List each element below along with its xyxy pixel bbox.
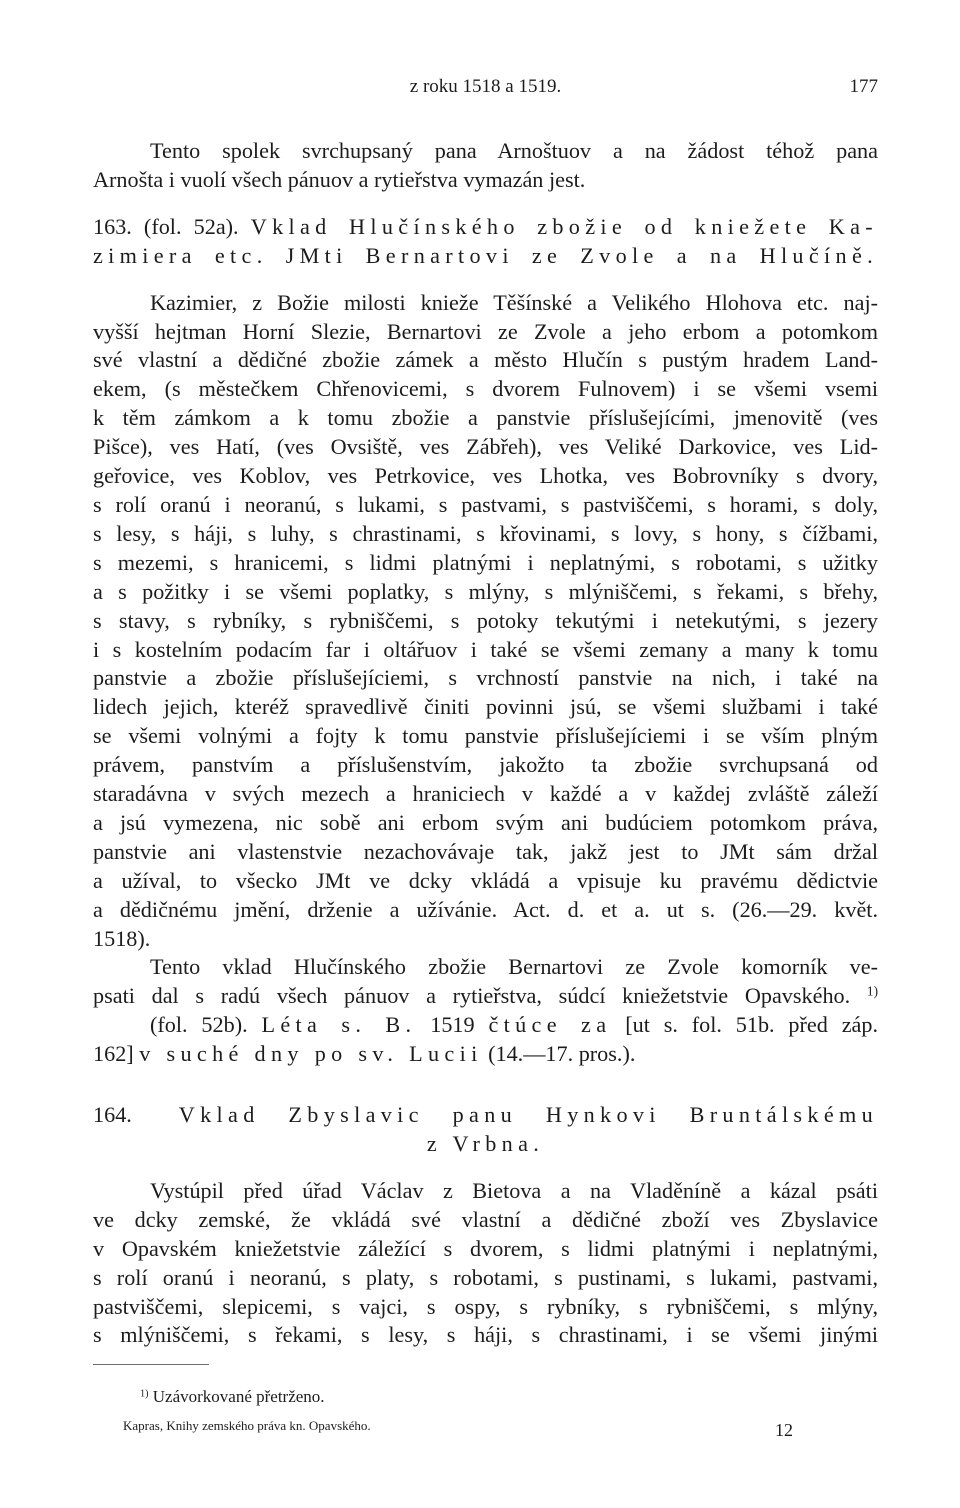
text-line: s mezemi, s hranicemi, s lidmi platnými i neplatnými, s robotami, s užitky: [93, 549, 878, 575]
text-line: geřovice, ves Koblov, ves Petrkovice, ves Lhotka, ves Bobrovníky s dvory,: [93, 463, 878, 489]
year: 1519: [430, 1012, 475, 1038]
footnote-rule: [93, 1364, 209, 1365]
folio-ref: (fol. 52b).: [150, 1012, 248, 1038]
page-footer: [123, 1418, 793, 1440]
folio-note: 162]: [93, 1041, 134, 1067]
entry-163-title: Vklad Hlučínského zbožie od kniežete Ka-: [250, 213, 878, 239]
spaced-text: Léta s. B.: [261, 1012, 417, 1038]
text-line: s rolí oranú i neoranú, s platy, s robotami, s pustinami, s lukami, pastvami,: [93, 1264, 878, 1290]
date-note: (14.—17. pros.).: [488, 1041, 636, 1067]
folio-line: [93, 1011, 878, 1040]
text-line: pastviščemi, slepicemi, s vajci, s ospy, s rybníky, s rybniščemi, s mlýny,: [93, 1293, 878, 1319]
signature-mark: 12: [775, 1420, 793, 1440]
text-line: Kazimier, z Božie milosti knieže Těšínské a Velikého Hlohova etc. naj-: [150, 289, 878, 315]
page-header: [93, 76, 878, 100]
spacer: [93, 1159, 878, 1177]
entry-163-title-cont: zimiera etc. JMti Bernartovi ze Zvole a na Hlučíně.: [93, 242, 878, 268]
text-line: své vlastní a dědičné zbožie zámek a město Hlučín s pustým hradem Land-: [93, 347, 878, 373]
text-line: panstvie ani vlastenstvie nezachovávaje tak, jakž jest to JMt sám držal: [93, 838, 878, 864]
spaced-text: čtúce za: [488, 1012, 612, 1038]
text-fragment: psati dal s radú všech pánuov a rytieřstva, súdcí kniežetstvie Opavského.: [93, 983, 851, 1009]
footnote: [140, 1386, 325, 1408]
footer-citation: Kapras, Knihy zemského práva kn. Opavského.: [123, 1418, 371, 1433]
entry-163-number: 163. (fol. 52a).: [93, 213, 239, 239]
text-line: s lesy, s háji, s luhy, s chrastinami, s křovinami, s lovy, s hony, s čížbami,: [93, 520, 878, 546]
spacer: [93, 1069, 878, 1101]
text-line: k těm zámkom a k tomu zbožie a panstvie příslušejícími, jmenovitě (ves: [93, 405, 878, 431]
text-line: s stavy, s rybníky, s rybniščemi, s potoky tekutými i netekutými, s jezery: [93, 607, 878, 633]
spacer: [93, 195, 878, 213]
spacer: [93, 271, 878, 289]
text-line: Arnošta i vuolí všech pánuov a rytieřstva vymazán jest.: [93, 166, 586, 192]
text-line: a jsú vymezena, nic sobě ani erbom svým ani budúciem potomkom práva,: [93, 809, 878, 835]
text-line: staradávna v svých mezech a hraniciech v každé a v každej zvláště záleží: [93, 781, 878, 807]
entry-164-title: Vklad Zbyslavic panu Hynkovi Bruntálskému: [178, 1102, 879, 1128]
entry-163-heading: [93, 213, 878, 242]
text-line: i s kostelním podacím far i oltářuov i také se všemi zemany a many k tomu: [93, 636, 878, 662]
text-body: [93, 137, 878, 1350]
entry-164-number: 164.: [93, 1102, 132, 1128]
text-line: Tento vklad Hlučínského zbožie Bernartovi ze Zvole komorník ve-: [150, 954, 878, 980]
text-line: [93, 982, 878, 1011]
footnote-marker: 1): [140, 1388, 149, 1400]
spaced-text: v suché dny po sv. Lucii: [139, 1041, 483, 1067]
text-line: a užíval, to všecko JMt ve dcky vkládá a vpisuje ku pravému dědictvie: [93, 867, 878, 893]
text-line: ve dcky zemské, že vkládá své vlastní a dědičné zboží ves Zbyslavice: [93, 1206, 878, 1232]
footnote-ref: 1): [866, 984, 878, 1000]
text-line: s rolí oranú i neoranú, s lukami, s pastvami, s pastviščemi, s horami, s doly,: [93, 491, 878, 517]
text-line: vyšší hejtman Horní Slezie, Bernartovi ze Zvole a jeho erbom a potomkom: [93, 318, 878, 344]
page-number: 177: [849, 76, 878, 97]
entry-164-title-cont: z Vrbna.: [426, 1131, 545, 1156]
text-line: s mlýniščemi, s řekami, s lesy, s háji, s chrastinami, i se všemi jinými: [93, 1322, 878, 1348]
running-title: z roku 1518 a 1519.: [409, 76, 562, 97]
text-line: panstvie a zbožie příslušejíciemi, s vrchností panstvie na nich, i také na: [93, 665, 878, 691]
text-line: ekem, (s městečkem Chřenovicemi, s dvorem Fulnovem) i se všemi vsemi: [93, 376, 878, 402]
text-line: se všemi volnými a fojty k tomu panstvie příslušejíciemi i se vším plným: [93, 723, 878, 749]
text-line: 1518).: [93, 925, 151, 951]
text-line: právem, panstvím a příslušenstvím, jakožto ta zbožie svrchupsaná od: [93, 752, 878, 778]
text-line: Vystúpil před úřad Václav z Bietova a na Vladěníně a kázal psáti: [150, 1177, 878, 1203]
text-line: Tento spolek svrchupsaný pana Arnoštuov a na žádost téhož pana: [150, 138, 878, 163]
text-line: lidech jejich, kteréž spravedlivě činiti povinni jsú, se všemi službami i také: [93, 694, 878, 720]
folio-line: [93, 1040, 878, 1069]
text-line: Pišce), ves Hatí, (ves Ovsiště, ves Zábřeh), ves Veliké Darkovice, ves Lid-: [93, 434, 878, 460]
folio-note: [ut s. fol. 51b. před záp.: [625, 1012, 879, 1038]
text-line: a s požitky i se všemi poplatky, s mlýny, s mlýniščemi, s řekami, s břehy,: [93, 578, 878, 604]
entry-164-heading: [93, 1101, 878, 1130]
text-line: a dědičnému jmění, drženie a užívánie. Act. d. et a. ut s. (26.—29. květ.: [93, 896, 878, 922]
footnote-text: Uzávorkované přetrženo.: [152, 1387, 325, 1406]
text-line: v Opavském kniežetstvie záležící s dvorem, s lidmi platnými i neplatnými,: [93, 1235, 878, 1261]
